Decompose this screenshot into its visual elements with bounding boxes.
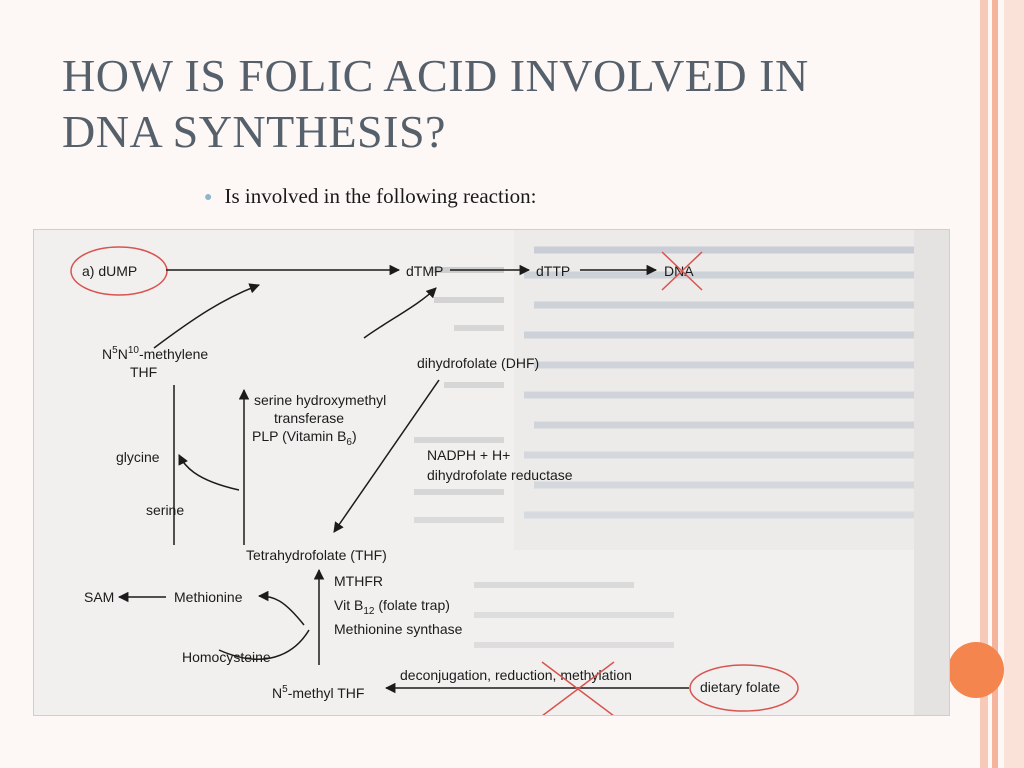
homocysteine-label: Homocysteine: [182, 649, 271, 665]
diagram-canvas: [34, 230, 949, 715]
title-line-1: HOW IS FOLIC ACID INVOLVED IN: [62, 50, 809, 101]
slide-title: [62, 48, 942, 160]
methylene-thf-short: THF: [130, 364, 158, 380]
decor-circle: [948, 642, 1004, 698]
dhf-label: dihydrofolate (DHF): [417, 355, 540, 371]
bullet-item: [204, 184, 537, 209]
methylene-thf-label: $N^5N^{10}$-methylene: [102, 345, 209, 362]
sam-label: SAM: [84, 589, 115, 605]
mthfr-label: MTHFR: [334, 573, 383, 589]
shmt-label-line2: transferase: [274, 410, 345, 426]
folate-pathway-diagram: [33, 229, 950, 716]
deconj-label: deconjugation, reduction, methylation: [400, 667, 632, 683]
dtmp-label: dTMP: [406, 263, 444, 279]
bullet-text: Is involved in the following reaction:: [224, 184, 537, 208]
serine-label: serine: [146, 502, 185, 518]
decor-stripe: [1004, 0, 1024, 768]
dttp-label: dTTP: [536, 263, 571, 279]
dhfr-label: dihydrofolate reductase: [427, 467, 573, 483]
bullet-icon: ●: [204, 190, 213, 205]
methylthf-label: $N^5$-methyl THF: [272, 684, 365, 701]
shmt-label-line1: serine hydroxymethyl: [254, 392, 387, 408]
vitb12-label: Vit $B_{12}$ (folate trap): [334, 597, 450, 617]
nadph-label: NADPH + H+: [427, 447, 511, 463]
dietary-folate-label: dietary folate: [700, 679, 781, 695]
dump-label: a) dUMP: [82, 263, 138, 279]
dna-label: DNA: [664, 263, 694, 279]
plp-label: PLP (Vitamin $B_6$): [252, 428, 357, 448]
thf-label: Tetrahydrofolate (THF): [246, 547, 387, 563]
methionine-label: Methionine: [174, 589, 243, 605]
glycine-label: glycine: [116, 449, 160, 465]
methionine-synthase-label: Methionine synthase: [334, 621, 463, 637]
title-line-2: DNA SYNTHESIS?: [62, 106, 446, 157]
